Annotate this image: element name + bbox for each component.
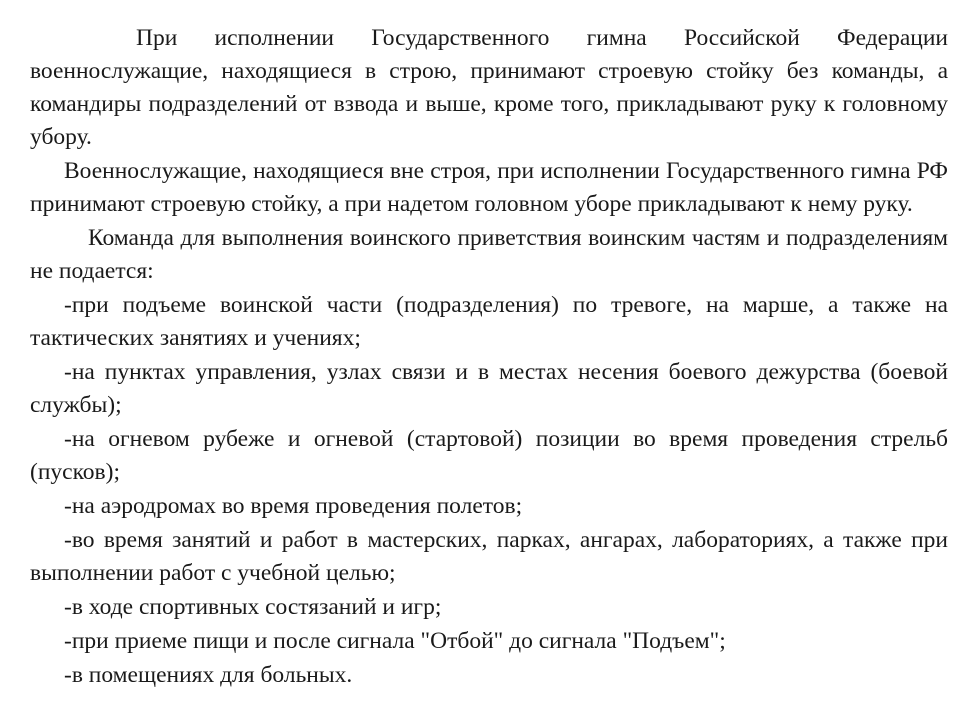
list-item: -в ходе спортивных состязаний и игр; bbox=[64, 594, 442, 620]
paragraph-anthem-in-formation: При исполнении Государственного гимна Российской Федерации военнослужащие, находящиеся в строю, принимают строевую стойку без команды, а командиры подразделений от взвода и выше, кроме того, прикладывают руку к головному убору. bbox=[30, 25, 948, 150]
paragraph-anthem-out-of-formation: Военнослужащие, находящиеся вне строя, при исполнении Государственного гимна РФ принимают строевую стойку, а при надетом головном уборе прикладывают к нему руку. bbox=[30, 158, 948, 217]
list-item: -в помещениях для больных. bbox=[64, 662, 353, 688]
list-item: -на огневом рубеже и огневой (стартовой) позиции во время проведения стрельб (пусков); bbox=[30, 426, 948, 485]
list-item: -во время занятий и работ в мастерских, парках, ангарах, лабораториях, а также при выполнении работ с учебной целью; bbox=[30, 527, 948, 586]
list-item: -на пунктах управления, узлах связи и в местах несения боевого дежурства (боевой службы); bbox=[30, 359, 948, 418]
paragraph-salute-command-not-given: Команда для выполнения воинского приветствия воинским частям и подразделениям не подается: bbox=[30, 225, 948, 284]
list-item: -на аэродромах во время проведения полетов; bbox=[64, 493, 523, 519]
list-item: -при приеме пищи и после сигнала "Отбой" до сигнала "Подъем"; bbox=[64, 628, 726, 654]
list-item: -при подъеме воинской части (подразделения) по тревоге, на марше, а также на тактических занятиях и учениях; bbox=[30, 292, 948, 351]
